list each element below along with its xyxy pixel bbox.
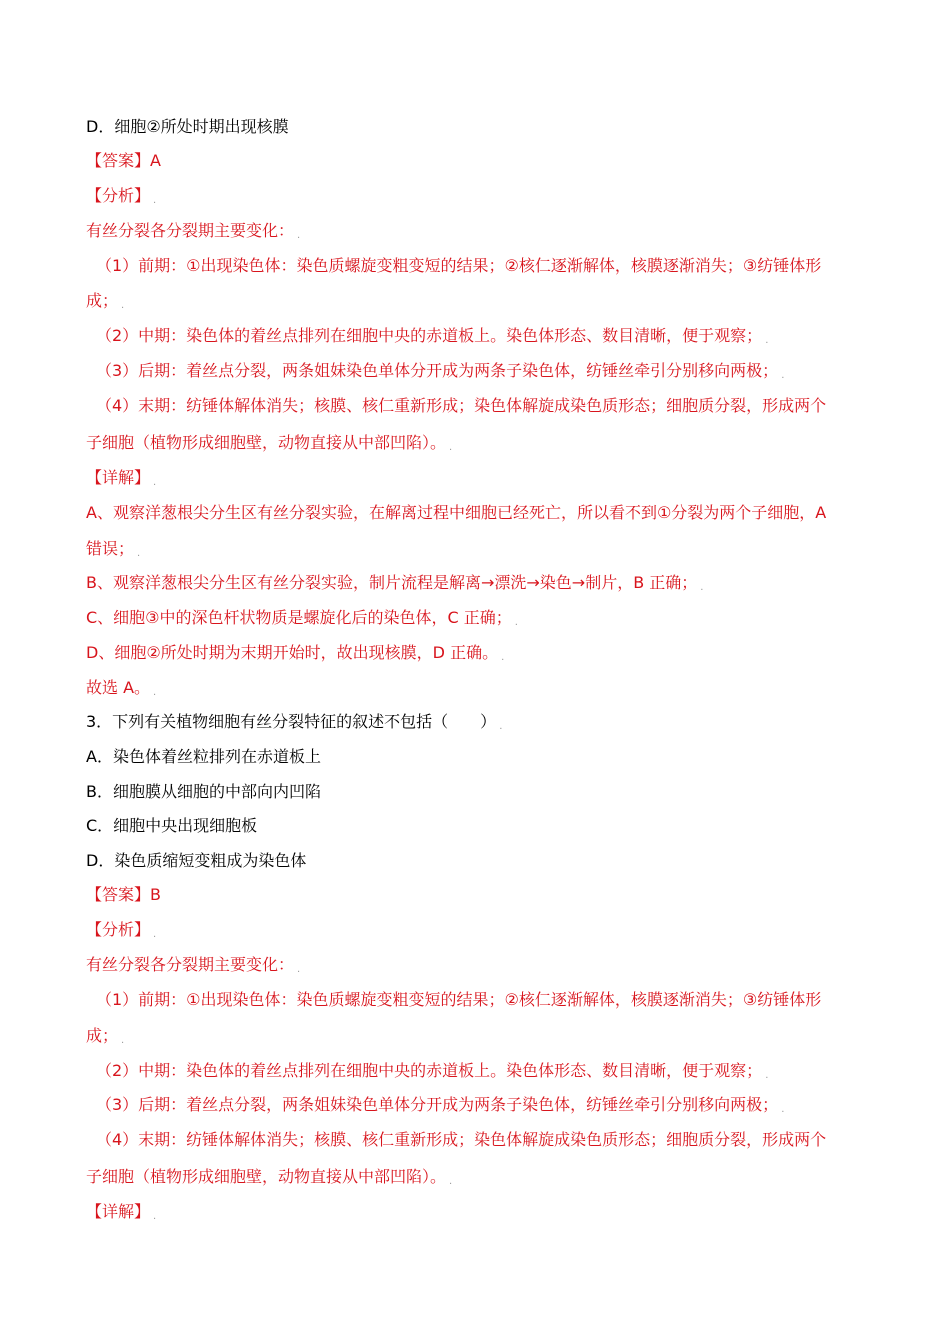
answer-label-q2: 【答案】A <box>86 151 161 170</box>
analysis-metaphase-q3: （2）中期：染色体的着丝点排列在细胞中央的赤道板上。染色体形态、数目清晰，便于观察； . <box>96 1061 769 1081</box>
analysis-prophase-cont-q3: 成； . <box>86 1026 125 1046</box>
analysis-telophase-q2: （4）末期：纺锤体解体消失；核膜、核仁重新形成；染色体解旋成染色质形态；细胞质分裂，形成两个 <box>96 396 827 415</box>
conclusion-q2: 故选 A。 . <box>86 678 157 698</box>
analysis-prophase-q2: （1）前期：①出现染色体：染色质螺旋变粗变短的结果；②核仁逐渐解体，核膜逐渐消失；③纺锤体形 <box>96 256 822 275</box>
analysis-heading-q3: 【分析】 . <box>86 920 157 940</box>
detail-b-q2: B、观察洋葱根尖分生区有丝分裂实验，制片流程是解离→漂洗→染色→制片，B 正确； . <box>86 573 704 593</box>
detail-d-q2: D、细胞②所处时期为末期开始时，故出现核膜，D 正确。 . <box>86 643 505 663</box>
analysis-intro-q3: 有丝分裂各分裂期主要变化： . <box>86 955 301 975</box>
analysis-intro-q2: 有丝分裂各分裂期主要变化： . <box>86 221 301 241</box>
option-a-question-3: A．染色体着丝粒排列在赤道板上 <box>86 747 321 766</box>
detail-heading-q3: 【详解】 . <box>86 1202 157 1222</box>
option-d-question-2: D．细胞②所处时期出现核膜 <box>86 117 289 136</box>
detail-heading-q2: 【详解】 . <box>86 468 157 488</box>
option-c-question-3: C．细胞中央出现细胞板 <box>86 816 258 835</box>
detail-a-q2: A、观察洋葱根尖分生区有丝分裂实验，在解离过程中细胞已经死亡，所以看不到①分裂为两个子细胞，A <box>86 503 827 522</box>
answer-label-q3: 【答案】B <box>86 885 161 904</box>
detail-c-q2: C、细胞③中的深色杆状物质是螺旋化后的染色体，C 正确； . <box>86 608 518 628</box>
analysis-prophase-q3: （1）前期：①出现染色体：染色质螺旋变粗变短的结果；②核仁逐渐解体，核膜逐渐消失；③纺锤体形 <box>96 990 822 1009</box>
option-d-question-3: D．染色质缩短变粗成为染色体 <box>86 851 307 870</box>
analysis-heading-q2: 【分析】 . <box>86 186 157 206</box>
analysis-prophase-cont-q2: 成； . <box>86 291 125 311</box>
analysis-anaphase-q3: （3）后期：着丝点分裂，两条姐妹染色单体分开成为两条子染色体，纺锤丝牵引分别移向两极； . <box>96 1095 785 1115</box>
analysis-telophase-cont-q3: 子细胞（植物形成细胞壁，动物直接从中部凹陷）。 . <box>86 1167 453 1187</box>
analysis-telophase-q3: （4）末期：纺锤体解体消失；核膜、核仁重新形成；染色体解旋成染色质形态；细胞质分裂，形成两个 <box>96 1130 827 1149</box>
question-3-stem: 3．下列有关植物细胞有丝分裂特征的叙述不包括（ ） . <box>86 712 503 732</box>
analysis-anaphase-q2: （3）后期：着丝点分裂，两条姐妹染色单体分开成为两条子染色体，纺锤丝牵引分别移向两极； . <box>96 361 785 381</box>
option-b-question-3: B．细胞膜从细胞的中部向内凹陷 <box>86 782 321 801</box>
analysis-telophase-cont-q2: 子细胞（植物形成细胞壁，动物直接从中部凹陷）。 . <box>86 433 453 453</box>
detail-a-cont-q2: 错误； . <box>86 539 141 559</box>
analysis-metaphase-q2: （2）中期：染色体的着丝点排列在细胞中央的赤道板上。染色体形态、数目清晰，便于观察； . <box>96 326 769 346</box>
